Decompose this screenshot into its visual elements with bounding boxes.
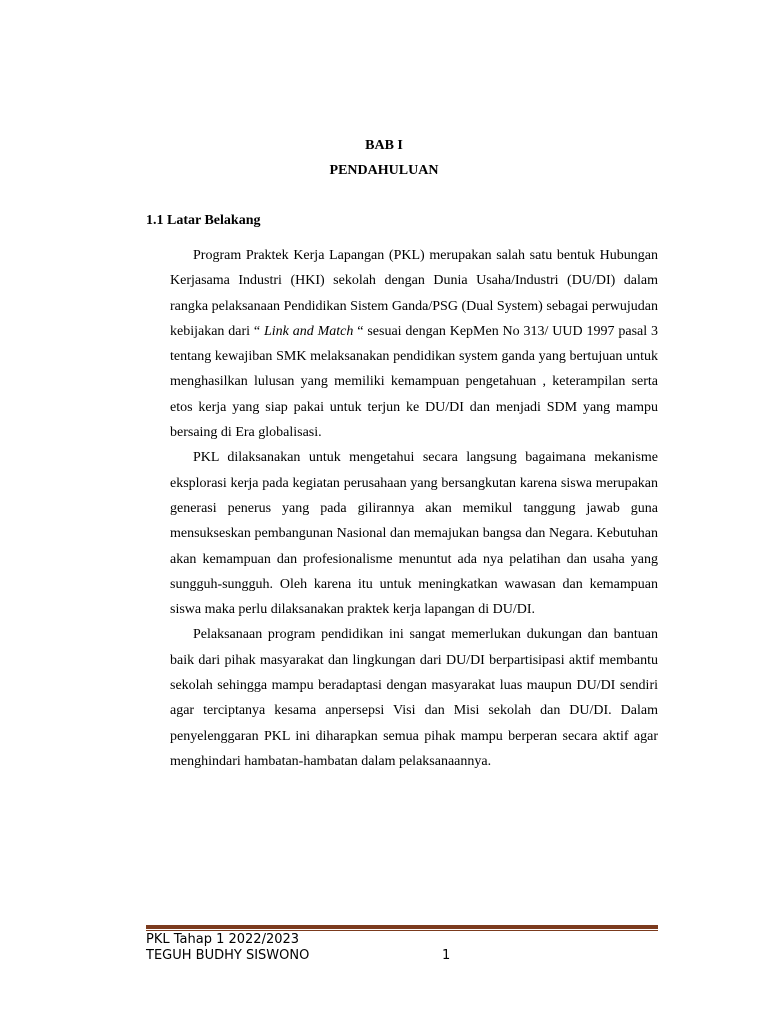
footer-program-label: PKL Tahap 1 2022/2023	[146, 932, 300, 947]
body-text	[170, 243, 658, 774]
paragraph-2: PKL dilaksanakan untuk mengetahui secara langsung bagaimana mekanisme eksplorasi kerja pada kegiatan perusahaan yang bersangkutan karena siswa merupakan generasi penerus yang pada gilirannya akan memikul tanggung jawab guna mensukseskan pembangunan Nasional dan memajukan bangsa dan Negara. Kebutuhan akan kemampuan dan profesionalisme menuntut ada nya pelatihan dan usaha yang sungguh-sungguh. Oleh karena itu untuk meningkatkan wawasan dan kemampuan siswa maka perlu dilaksanakan praktek kerja lapangan di DU/DI.	[170, 450, 658, 618]
chapter-title: PENDAHULUAN	[329, 163, 439, 178]
footer-rule-thin	[146, 930, 658, 931]
section-heading: 1.1 Latar Belakang	[146, 213, 261, 228]
paragraph-1-text-end: “ sesuai dengan KepMen No 313/ UUD 1997 pasal 3 tentang kewajiban SMK melaksanakan pendidikan system ganda yang bertujuan untuk menghasilkan lulusan yang memiliki kemampuan pengetahuan , keterampilan serta etos kerja yang siap pakai untuk terjun ke DU/DI dan menjadi SDM yang mampu bersaing di Era globalisasi.	[170, 323, 658, 441]
footer-rule	[146, 925, 658, 929]
paragraph-1-text-start: Program Praktek Kerja Lapangan (PKL) merupakan salah satu bentuk Hubungan Kerjasama Industri (HKI) sekolah dengan Dunia Usaha/Industri (DU/DI) dalam rangka pelaksanaan Pendidikan Sistem Ganda/PSG (Dual System) sebagai perwujudan kebijakan dari “	[170, 248, 658, 339]
paragraph-3: Pelaksanaan program pendidikan ini sangat memerlukan dukungan dan bantuan baik dari pihak masyarakat dan lingkungan dari DU/DI berpartisipasi aktif membantu sekolah sehingga mampu beradaptasi dengan masyarakat luas maupun DU/DI sendiri agar terciptanya kesama anpersepsi Visi dan Misi sekolah dan DU/DI. Dalam penyelenggaran PKL ini diharapkan semua pihak mampu berperan secara aktif agar menghindari hambatan-hambatan dalam pelaksanaannya.	[170, 627, 658, 769]
page-number: 1	[442, 948, 451, 963]
link-and-match-phrase: Link and Match	[264, 323, 354, 339]
paragraph-1	[170, 243, 658, 445]
footer-author-name: TEGUH BUDHY SISWONO	[146, 948, 310, 963]
chapter-number: BAB I	[365, 138, 403, 153]
